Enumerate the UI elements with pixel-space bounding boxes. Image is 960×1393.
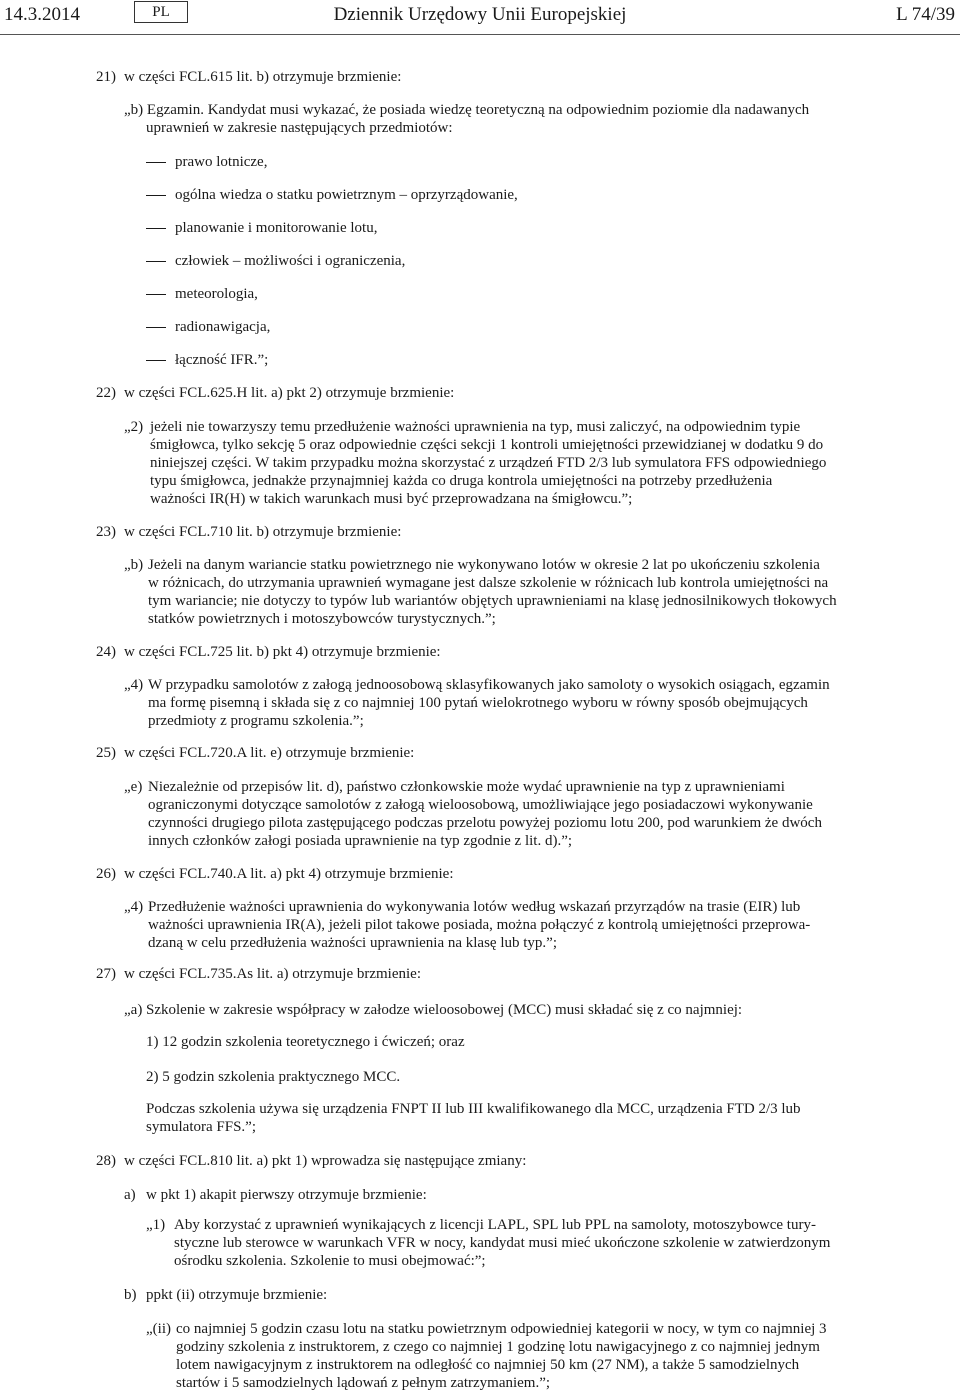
item-number: 23)	[96, 524, 116, 540]
quote-line: co najmniej 5 godzin czasu lotu na statku powietrznym odpowiedniej kategorii w nocy, w tym co najmniej 3	[176, 1321, 827, 1337]
quote-line: jeżeli nie towarzyszy temu przedłużenie ważności uprawnienia na typ, musi zaliczyć, na odpowiednim typie	[150, 419, 801, 435]
item-number: 27)	[96, 966, 116, 982]
sub-item-label: b)	[124, 1287, 137, 1303]
item-text: w części FCL.720.A lit. e) otrzymuje brzmienie:	[124, 745, 415, 761]
journal-header	[0, 0, 960, 40]
quote-line: w różnicach, do utrzymania uprawnień wymagane jest dalsze szkolenie w różnicach lub kontrola umiejętności na	[148, 575, 829, 591]
quote-line: lotem nawigacyjnym z instruktorem na odległość co najmniej 50 km (27 NM), a także 5 samodzielnych	[176, 1357, 800, 1373]
language-badge: PL	[134, 1, 188, 23]
dash-text: ogólna wiedza o statku powietrznym – oprzyrządowanie,	[175, 187, 518, 203]
quote-line: Podczas szkolenia używa się urządzenia FNPT II lub III kwalifikowanego dla MCC, urządzenia FTD 2/3 lub	[146, 1101, 801, 1117]
dash-text: radionawigacja,	[175, 319, 271, 335]
quote-paragraph	[146, 1100, 862, 1136]
item-text: w części FCL.710 lit. b) otrzymuje brzmienie:	[124, 524, 402, 540]
quote-line: niniejszej części. W takim przypadku można skorzystać z urządzeń FTD 2/3 lub symulatora FFS odpowiedniego	[150, 455, 827, 471]
quote-line: godziny szkolenia z instruktorem, z czego co najmniej 1 godzinę lotu nawigacyjnego z co najmniej jednym	[176, 1339, 820, 1355]
quote-line: dzaną w celu przedłużenia ważności uprawnienia na klasę lub typ.”;	[148, 935, 557, 951]
quote-line: Niezależnie od przepisów lit. d), państwo członkowskie może wydać uprawnienie na typ z uprawnieniami	[148, 779, 785, 795]
quote-line: ośrodku szkolenia. Szkolenie to musi obejmować:”;	[174, 1253, 486, 1269]
quote-label: „b) Egzamin.	[124, 102, 204, 118]
sub-item-label: a)	[124, 1187, 136, 1203]
publication-date: 14.3.2014	[4, 4, 80, 25]
item-text: w części FCL.740.A lit. a) pkt 4) otrzymuje brzmienie:	[124, 866, 454, 882]
quote-label: „e)	[124, 779, 143, 795]
quote-line: ważności IR(H) w takich warunkach musi być przeprowadzana na śmigłowcu.”;	[150, 491, 633, 507]
sub-point: 1) 12 godzin szkolenia teoretycznego i ćwiczeń; oraz	[146, 1034, 465, 1050]
quote-line: Aby korzystać z uprawnień wynikających z licencji LAPL, SPL lub PPL na samoloty, motoszybowce tury-	[174, 1217, 816, 1233]
quote-line: W przypadku samolotów z załogą jednoosobową sklasyfikowanych jako samoloty o wysokich osiągach, egzamin	[148, 677, 830, 693]
item-text: w części FCL.725 lit. b) pkt 4) otrzymuje brzmienie:	[124, 644, 441, 660]
quote-line: uprawnień w zakresie następujących przedmiotów:	[146, 120, 453, 136]
sub-point: 2) 5 godzin szkolenia praktycznego MCC.	[146, 1069, 401, 1085]
sub-item-a	[124, 1186, 427, 1204]
quote-21	[124, 101, 864, 119]
quote-line: tym wariancie; nie dotyczy to typów lub wariantów objętych uprawnieniami na klasę jednosilnikowych tłokowych	[148, 593, 837, 609]
quote-line: startów i 5 samodzielnych lądowań z pełnym zatrzymaniem.”;	[176, 1375, 551, 1391]
dash-text: planowanie i monitorowanie lotu,	[175, 220, 378, 236]
quote-line: ograniczonymi dotyczące samolotów z załogą wieloosobową, umożliwiające jego posiadaczowi wykonywanie	[148, 797, 813, 813]
quote-line: Szkolenie w zakresie współpracy w załodze wieloosobowej (MCC) musi składać się z co najmniej:	[146, 1002, 743, 1018]
dash-mark	[146, 261, 166, 262]
dash-text: prawo lotnicze,	[175, 154, 268, 170]
quote-label: „4)	[124, 677, 144, 693]
quote-line: przedmioty z programu szkolenia.”;	[148, 713, 364, 729]
quote-line: śmigłowca, tylko sekcję 5 oraz odpowiednie części sekcji 1 kontroli umiejętności przewidzianej w dodatku 9 do	[150, 437, 824, 453]
item-number: 26)	[96, 866, 116, 882]
dash-text: meteorologia,	[175, 286, 258, 302]
quote-label: „4)	[124, 899, 144, 915]
dash-mark	[146, 294, 166, 295]
dash-text: łączność IFR.”;	[175, 352, 269, 368]
dash-mark	[146, 360, 166, 361]
dash-mark	[146, 327, 166, 328]
sub-item-b	[124, 1286, 328, 1304]
quote-label: „2)	[124, 419, 144, 435]
quote-line: symulatora FFS.”;	[146, 1119, 257, 1135]
item-number: 22)	[96, 385, 116, 401]
journal-title: Dziennik Urzędowy Unii Europejskiej	[333, 4, 627, 25]
quote-line: innych członków załogi posiada uprawnienie na typ zgodnie z lit. d).”;	[148, 833, 573, 849]
item-text: w części FCL.615 lit. b) otrzymuje brzmienie:	[124, 69, 402, 85]
quote-label: „(ii)	[146, 1321, 171, 1337]
quote-line: ma formę pisemną i składa się z co najmniej 100 pytań wielokrotnego wyboru w równy sposób obejmujących	[148, 695, 808, 711]
item-number: 24)	[96, 644, 116, 660]
item-text: w części FCL.735.As lit. a) otrzymuje brzmienie:	[124, 966, 422, 982]
quote-line: styczne lub sterowce w warunkach VFR w nocy, kandydat musi mieć ukończone szkolenie w zatwierdzonym	[174, 1235, 831, 1251]
item-text: w części FCL.810 lit. a) pkt 1) wprowadza się następujące zmiany:	[124, 1153, 527, 1169]
quote-line: statków powietrznych i motoszybowców turystycznych.”;	[148, 611, 496, 627]
quote-label: „1)	[146, 1217, 166, 1233]
sub-item-text: ppkt (ii) otrzymuje brzmienie:	[146, 1287, 328, 1303]
item-number: 28)	[96, 1153, 116, 1169]
quote-line: Jeżeli na danym wariancie statku powietrznego nie wykonywano lotów w okresie 2 lat po ukończeniu szkolenia	[148, 557, 820, 573]
quote-line: Kandydat musi wykazać, że posiada wiedzę teoretyczną na odpowiednim poziomie dla nadawanych	[207, 102, 810, 118]
quote-line: ważności uprawnienia IR(A), jeżeli pilot takowe posiada, można połączyć z kontrolą umiejętności przeprowa-	[148, 917, 811, 933]
quote-label: „a)	[124, 1002, 143, 1018]
item-number: 25)	[96, 745, 116, 761]
page-number: L 74/39	[896, 4, 955, 25]
quote-label: „b)	[124, 557, 144, 573]
quote-line: typu śmigłowca, jednakże przynajmniej każda co druga kontrola umiejętności na potrzeby przedłużenia	[150, 473, 773, 489]
item-text: w części FCL.625.H lit. a) pkt 2) otrzymuje brzmienie:	[124, 385, 455, 401]
dash-mark	[146, 162, 166, 163]
dash-mark	[146, 228, 166, 229]
dash-text: człowiek – możliwości i ograniczenia,	[175, 253, 406, 269]
item-number: 21)	[96, 69, 116, 85]
header-divider	[0, 34, 960, 35]
quote-line: Przedłużenie ważności uprawnienia do wykonywania lotów według wskazań przyrządów na trasie (EIR) lub	[148, 899, 801, 915]
dash-mark	[146, 195, 166, 196]
sub-item-text: w pkt 1) akapit pierwszy otrzymuje brzmienie:	[146, 1187, 427, 1203]
quote-line: czynności drugiego pilota zastępującego podczas przelotu powyżej poziomu lotu 200, pod warunkiem że dwóch	[148, 815, 822, 831]
